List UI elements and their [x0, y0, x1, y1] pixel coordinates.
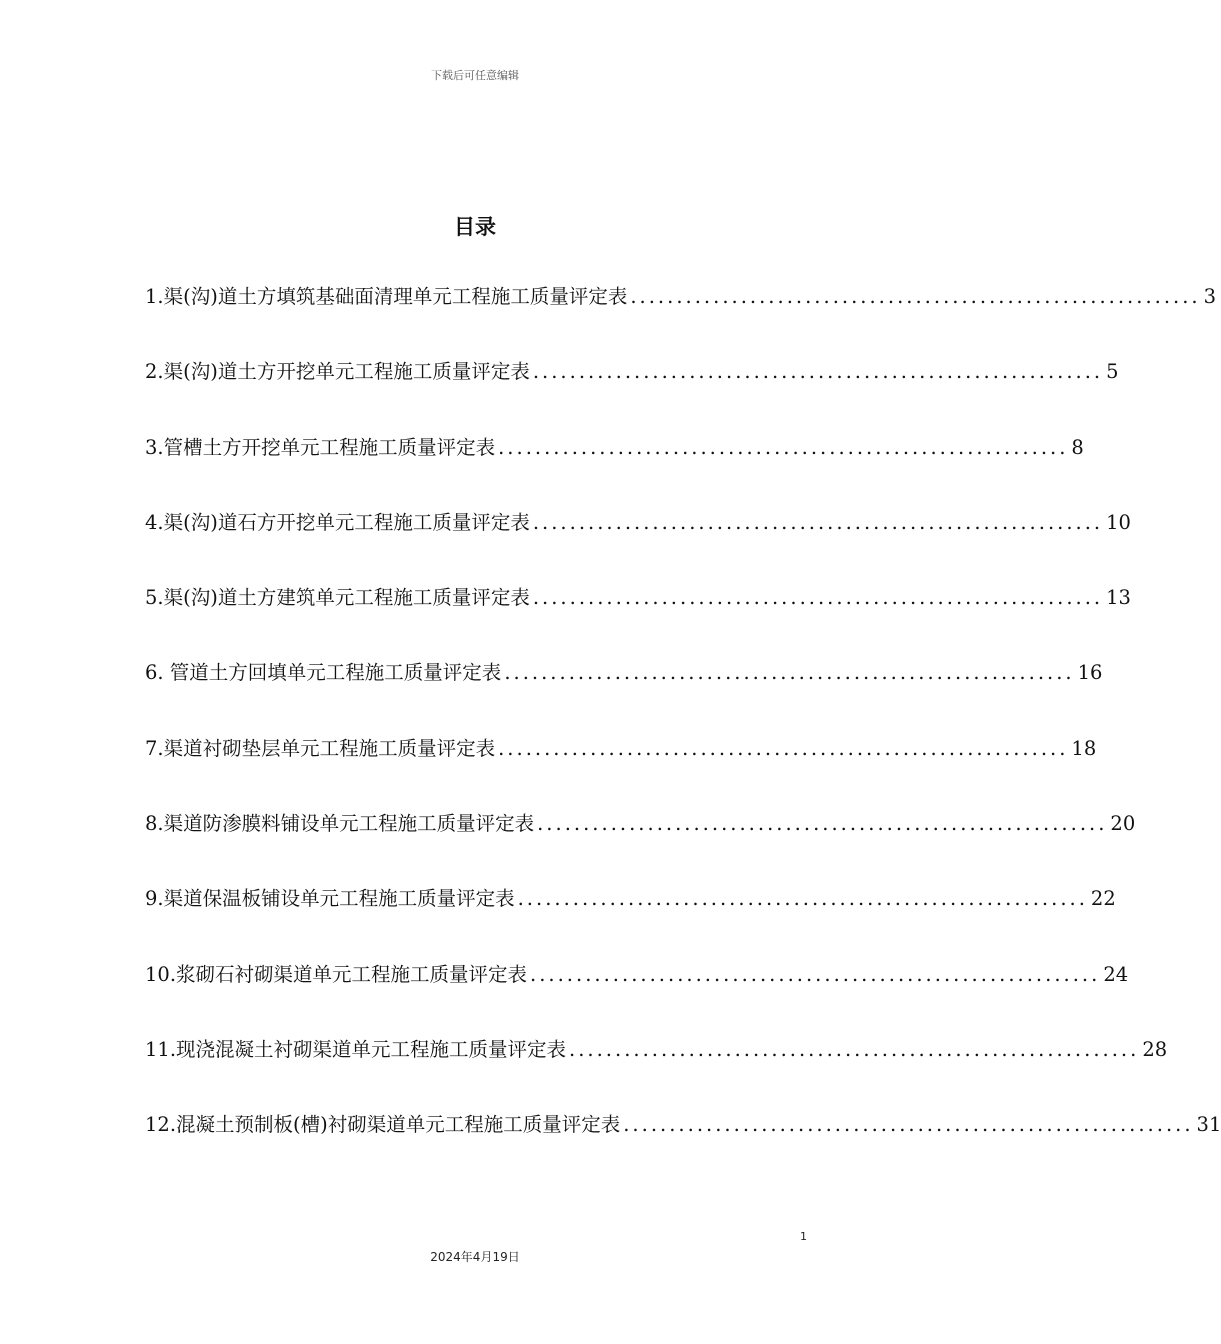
toc-entry[interactable]	[145, 731, 1097, 806]
toc-entry-page: 22	[1090, 887, 1116, 911]
toc-dot-leader: ..............................................................	[498, 435, 1069, 459]
toc-entry-page: 31	[1196, 1113, 1221, 1137]
toc-dot-leader: ..............................................................	[532, 510, 1104, 534]
toc-dot-leader: ..............................................................	[537, 812, 1108, 836]
toc-entry[interactable]	[145, 655, 1103, 730]
header-note: 下载后可任意编辑	[431, 69, 519, 82]
toc-entry-label: 10.浆砌石衬砌渠道单元工程施工质量评定表	[145, 962, 528, 986]
toc-entry-page: 24	[1103, 962, 1129, 986]
page-number: 1	[800, 1230, 807, 1243]
toc-entry-label: 1.渠(沟)道土方填筑基础面清理单元工程施工质量评定表	[145, 285, 628, 308]
toc-entry-label: 5.渠(沟)道土方建筑单元工程施工质量评定表	[145, 586, 530, 610]
footer-date: 2024年4月19日	[430, 1250, 520, 1264]
toc-dot-leader: ..............................................................	[569, 1037, 1140, 1061]
toc-entry-label: 3.管槽土方开挖单元工程施工质量评定表	[145, 435, 496, 459]
toc-list	[145, 279, 1221, 1183]
toc-entry-label: 7.渠道衬砌垫层单元工程施工质量评定表	[145, 736, 496, 760]
toc-title: 目录	[454, 215, 496, 239]
toc-entry-page: 10	[1106, 510, 1131, 534]
toc-entry[interactable]	[145, 957, 1129, 1032]
toc-entry-label: 2.渠(沟)道土方开挖单元工程施工质量评定表	[145, 360, 530, 384]
toc-dot-leader: ..............................................................	[532, 360, 1104, 384]
toc-entry[interactable]	[145, 1032, 1168, 1107]
toc-entry-label: 9.渠道保温板铺设单元工程施工质量评定表	[145, 887, 515, 911]
toc-dot-leader: ..............................................................	[630, 285, 1201, 308]
toc-entry[interactable]	[145, 1107, 1221, 1182]
toc-entry-label: 8.渠道防渗膜料铺设单元工程施工质量评定表	[145, 812, 535, 836]
toc-entry[interactable]	[145, 430, 1084, 505]
toc-entry-page: 5	[1106, 360, 1119, 384]
toc-entry[interactable]	[145, 354, 1119, 429]
toc-entry-page: 18	[1071, 736, 1097, 760]
toc-entry[interactable]	[145, 806, 1136, 881]
toc-entry[interactable]	[145, 580, 1131, 655]
toc-entry-label: 12.混凝土预制板(槽)衬砌渠道单元工程施工质量评定表	[145, 1113, 621, 1137]
toc-entry-page: 20	[1110, 812, 1136, 836]
toc-entry-page: 16	[1077, 661, 1103, 685]
toc-entry-page: 3	[1203, 285, 1217, 308]
toc-dot-leader: ..............................................................	[532, 586, 1104, 610]
toc-entry[interactable]	[145, 505, 1131, 580]
toc-entry-label: 6. 管道土方回填单元工程施工质量评定表	[145, 661, 502, 685]
toc-dot-leader: ..............................................................	[504, 661, 1075, 685]
toc-entry[interactable]	[145, 881, 1116, 956]
toc-entry-page: 28	[1142, 1037, 1168, 1061]
toc-entry[interactable]	[145, 279, 1217, 354]
toc-dot-leader: ..............................................................	[498, 736, 1069, 760]
toc-dot-leader: ..............................................................	[517, 887, 1088, 911]
toc-entry-page: 13	[1106, 586, 1131, 610]
toc-dot-leader: ..............................................................	[530, 962, 1101, 986]
toc-entry-label: 11.现浇混凝土衬砌渠道单元工程施工质量评定表	[145, 1037, 567, 1061]
toc-dot-leader: ..............................................................	[623, 1113, 1194, 1137]
toc-entry-page: 8	[1071, 435, 1084, 459]
toc-entry-label: 4.渠(沟)道石方开挖单元工程施工质量评定表	[145, 510, 530, 534]
